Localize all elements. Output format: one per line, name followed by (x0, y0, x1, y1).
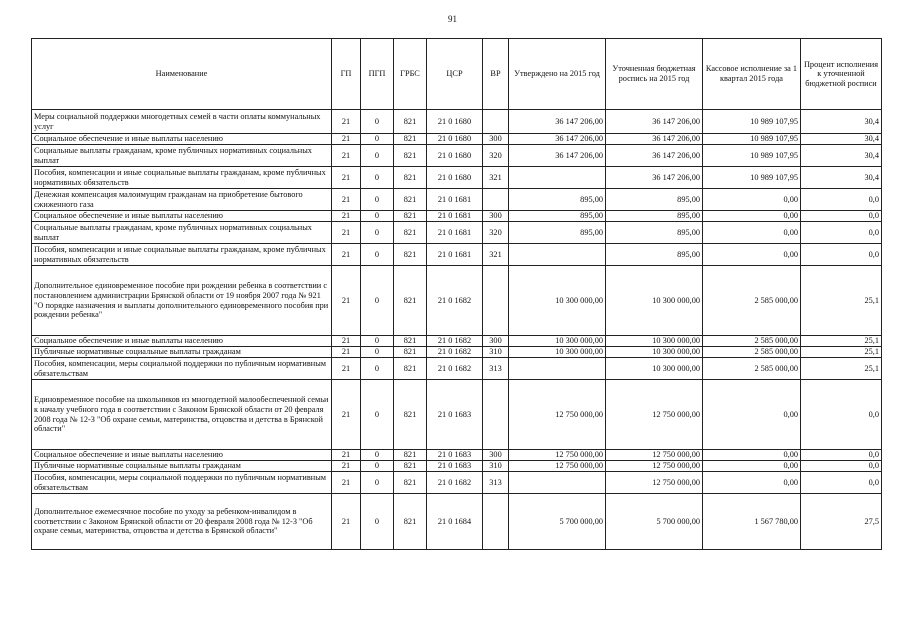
cell-vr: 320 (483, 145, 509, 167)
cell-gp: 21 (332, 145, 361, 167)
cell-cash: 10 989 107,95 (703, 110, 801, 134)
table-row (32, 145, 882, 167)
table-row (32, 134, 882, 145)
cell-updated: 10 300 000,00 (606, 336, 703, 347)
cell-vr (483, 110, 509, 134)
cell-approved: 895,00 (509, 222, 606, 244)
cell-cash: 2 585 000,00 (703, 266, 801, 336)
cell-gp: 21 (332, 110, 361, 134)
cell-csr: 21 0 1682 (427, 472, 483, 494)
cell-grbs: 821 (394, 347, 427, 358)
cell-pgp: 0 (361, 472, 394, 494)
cell-vr: 300 (483, 211, 509, 222)
cell-name: Денежная компенсация малоимущим гражданам на приобретение бытового сжиженного газа (32, 189, 332, 211)
cell-approved: 895,00 (509, 211, 606, 222)
cell-gp: 21 (332, 472, 361, 494)
cell-updated: 5 700 000,00 (606, 494, 703, 550)
cell-cash: 0,00 (703, 461, 801, 472)
cell-cash: 2 585 000,00 (703, 336, 801, 347)
cell-percent: 27,5 (801, 494, 882, 550)
cell-pgp: 0 (361, 211, 394, 222)
cell-name: Социальное обеспечение и иные выплаты населению (32, 134, 332, 145)
cell-cash: 0,00 (703, 189, 801, 211)
cell-grbs: 821 (394, 450, 427, 461)
cell-approved: 5 700 000,00 (509, 494, 606, 550)
cell-grbs: 821 (394, 167, 427, 189)
cell-percent: 25,1 (801, 358, 882, 380)
header-csr: ЦСР (427, 39, 483, 110)
cell-csr: 21 0 1680 (427, 145, 483, 167)
cell-gp: 21 (332, 244, 361, 266)
cell-csr: 21 0 1682 (427, 347, 483, 358)
cell-vr: 313 (483, 358, 509, 380)
cell-csr: 21 0 1682 (427, 358, 483, 380)
header-approved: Утверждено на 2015 год (509, 39, 606, 110)
budget-table (31, 38, 882, 550)
cell-name: Пособия, компенсации, меры социальной поддержки по публичным нормативным обязательствам (32, 358, 332, 380)
cell-cash: 0,00 (703, 472, 801, 494)
cell-approved: 895,00 (509, 189, 606, 211)
cell-grbs: 821 (394, 145, 427, 167)
cell-approved: 12 750 000,00 (509, 380, 606, 450)
cell-name: Публичные нормативные социальные выплаты гражданам (32, 347, 332, 358)
cell-gp: 21 (332, 336, 361, 347)
cell-name: Социальные выплаты гражданам, кроме публичных нормативных социальных выплат (32, 222, 332, 244)
header-cash: Кассовое исполнение за 1 квартал 2015 года (703, 39, 801, 110)
cell-vr: 310 (483, 347, 509, 358)
cell-cash: 0,00 (703, 222, 801, 244)
header-updated: Уточненная бюджетная роспись на 2015 год (606, 39, 703, 110)
cell-cash: 0,00 (703, 450, 801, 461)
cell-csr: 21 0 1683 (427, 461, 483, 472)
cell-percent: 0,0 (801, 244, 882, 266)
cell-updated: 895,00 (606, 222, 703, 244)
cell-updated: 36 147 206,00 (606, 167, 703, 189)
cell-name: Пособия, компенсации, меры социальной поддержки по публичным нормативным обязательствам (32, 472, 332, 494)
cell-gp: 21 (332, 134, 361, 145)
cell-cash: 0,00 (703, 211, 801, 222)
cell-grbs: 821 (394, 244, 427, 266)
cell-updated: 895,00 (606, 244, 703, 266)
cell-percent: 0,0 (801, 450, 882, 461)
table-row (32, 380, 882, 450)
table-row (32, 189, 882, 211)
cell-vr: 321 (483, 167, 509, 189)
cell-gp: 21 (332, 222, 361, 244)
cell-percent: 30,4 (801, 110, 882, 134)
cell-name: Дополнительное единовременное пособие при рождении ребенка в соответствии с постановлением администрации Брянской области от 19 ноября 2007 года № 921 "О порядке назначения и выплаты дополнительного единовременного пособия при рождении ребенка" (32, 266, 332, 336)
cell-vr: 300 (483, 134, 509, 145)
cell-pgp: 0 (361, 134, 394, 145)
cell-updated: 895,00 (606, 189, 703, 211)
cell-pgp: 0 (361, 110, 394, 134)
cell-name: Меры социальной поддержки многодетных семей в части оплаты коммунальных услуг (32, 110, 332, 134)
table-row (32, 167, 882, 189)
cell-name: Единовременное пособие на школьников из многодетной малообеспеченной семьи к началу учебного года в соответствии с Законом Брянской области от 20 февраля 2008 года № 12-З "Об охране семьи, материнства, отцовства и детства в Брянской области" (32, 380, 332, 450)
cell-vr: 321 (483, 244, 509, 266)
cell-percent: 25,1 (801, 266, 882, 336)
header-pgp: ПГП (361, 39, 394, 110)
cell-grbs: 821 (394, 266, 427, 336)
cell-name: Социальное обеспечение и иные выплаты населению (32, 450, 332, 461)
cell-approved (509, 167, 606, 189)
table-row (32, 244, 882, 266)
cell-approved: 12 750 000,00 (509, 461, 606, 472)
cell-updated: 36 147 206,00 (606, 134, 703, 145)
cell-vr (483, 189, 509, 211)
cell-vr (483, 380, 509, 450)
table-row (32, 336, 882, 347)
cell-approved: 10 300 000,00 (509, 347, 606, 358)
cell-vr: 300 (483, 450, 509, 461)
cell-grbs: 821 (394, 494, 427, 550)
cell-gp: 21 (332, 358, 361, 380)
cell-vr: 310 (483, 461, 509, 472)
cell-grbs: 821 (394, 211, 427, 222)
cell-gp: 21 (332, 494, 361, 550)
cell-cash: 10 989 107,95 (703, 134, 801, 145)
cell-name: Социальное обеспечение и иные выплаты населению (32, 336, 332, 347)
cell-approved: 10 300 000,00 (509, 266, 606, 336)
cell-name: Пособия, компенсации и иные социальные выплаты гражданам, кроме публичных нормативных обязательств (32, 244, 332, 266)
cell-gp: 21 (332, 461, 361, 472)
table-row (32, 347, 882, 358)
cell-approved: 36 147 206,00 (509, 134, 606, 145)
cell-cash: 1 567 780,00 (703, 494, 801, 550)
cell-cash: 0,00 (703, 380, 801, 450)
cell-percent: 30,4 (801, 134, 882, 145)
cell-grbs: 821 (394, 461, 427, 472)
cell-updated: 36 147 206,00 (606, 110, 703, 134)
cell-percent: 0,0 (801, 189, 882, 211)
cell-pgp: 0 (361, 336, 394, 347)
cell-vr: 300 (483, 336, 509, 347)
header-gp: ГП (332, 39, 361, 110)
cell-approved: 12 750 000,00 (509, 450, 606, 461)
header-vr: ВР (483, 39, 509, 110)
cell-percent: 0,0 (801, 472, 882, 494)
cell-name: Социальные выплаты гражданам, кроме публичных нормативных социальных выплат (32, 145, 332, 167)
cell-vr: 320 (483, 222, 509, 244)
cell-csr: 21 0 1680 (427, 110, 483, 134)
cell-updated: 12 750 000,00 (606, 472, 703, 494)
cell-approved: 10 300 000,00 (509, 336, 606, 347)
cell-cash: 10 989 107,95 (703, 145, 801, 167)
cell-pgp: 0 (361, 494, 394, 550)
page-number: 91 (448, 14, 457, 24)
cell-approved: 36 147 206,00 (509, 110, 606, 134)
cell-grbs: 821 (394, 336, 427, 347)
cell-updated: 36 147 206,00 (606, 145, 703, 167)
cell-name: Дополнительное ежемесячное пособие по уходу за ребенком-инвалидом в соответствии с Законом Брянской области от 20 февраля 2008 года № 12-З "Об охране семьи, материнства, отцовства и детства в Брянской области" (32, 494, 332, 550)
cell-percent: 25,1 (801, 347, 882, 358)
cell-grbs: 821 (394, 134, 427, 145)
cell-pgp: 0 (361, 461, 394, 472)
cell-grbs: 821 (394, 472, 427, 494)
table-row (32, 266, 882, 336)
cell-updated: 10 300 000,00 (606, 266, 703, 336)
table-body (32, 110, 882, 550)
cell-percent: 30,4 (801, 167, 882, 189)
cell-gp: 21 (332, 380, 361, 450)
cell-updated: 10 300 000,00 (606, 358, 703, 380)
cell-pgp: 0 (361, 358, 394, 380)
cell-csr: 21 0 1684 (427, 494, 483, 550)
cell-gp: 21 (332, 211, 361, 222)
cell-csr: 21 0 1683 (427, 380, 483, 450)
cell-gp: 21 (332, 167, 361, 189)
table-row (32, 110, 882, 134)
cell-cash: 0,00 (703, 244, 801, 266)
cell-percent: 0,0 (801, 461, 882, 472)
cell-csr: 21 0 1680 (427, 167, 483, 189)
cell-approved: 36 147 206,00 (509, 145, 606, 167)
cell-gp: 21 (332, 347, 361, 358)
cell-percent: 0,0 (801, 211, 882, 222)
cell-pgp: 0 (361, 145, 394, 167)
cell-vr (483, 266, 509, 336)
cell-approved (509, 244, 606, 266)
cell-approved (509, 358, 606, 380)
cell-pgp: 0 (361, 222, 394, 244)
cell-name: Пособия, компенсации и иные социальные выплаты гражданам, кроме публичных нормативных обязательств (32, 167, 332, 189)
cell-cash: 10 989 107,95 (703, 167, 801, 189)
cell-gp: 21 (332, 266, 361, 336)
cell-updated: 10 300 000,00 (606, 347, 703, 358)
table-row (32, 461, 882, 472)
cell-csr: 21 0 1682 (427, 266, 483, 336)
table-row (32, 450, 882, 461)
cell-grbs: 821 (394, 358, 427, 380)
cell-gp: 21 (332, 189, 361, 211)
cell-approved (509, 472, 606, 494)
header-name: Наименование (32, 39, 332, 110)
table-row (32, 358, 882, 380)
cell-pgp: 0 (361, 189, 394, 211)
cell-pgp: 0 (361, 266, 394, 336)
table-row (32, 211, 882, 222)
cell-percent: 0,0 (801, 380, 882, 450)
cell-cash: 2 585 000,00 (703, 358, 801, 380)
cell-csr: 21 0 1681 (427, 222, 483, 244)
cell-vr (483, 494, 509, 550)
cell-name: Социальное обеспечение и иные выплаты населению (32, 211, 332, 222)
cell-vr: 313 (483, 472, 509, 494)
cell-updated: 12 750 000,00 (606, 461, 703, 472)
cell-gp: 21 (332, 450, 361, 461)
cell-csr: 21 0 1680 (427, 134, 483, 145)
cell-grbs: 821 (394, 380, 427, 450)
cell-csr: 21 0 1681 (427, 244, 483, 266)
cell-pgp: 0 (361, 244, 394, 266)
cell-percent: 30,4 (801, 145, 882, 167)
cell-grbs: 821 (394, 222, 427, 244)
header-grbs: ГРБС (394, 39, 427, 110)
cell-updated: 12 750 000,00 (606, 450, 703, 461)
cell-csr: 21 0 1681 (427, 211, 483, 222)
cell-grbs: 821 (394, 110, 427, 134)
cell-grbs: 821 (394, 189, 427, 211)
cell-pgp: 0 (361, 380, 394, 450)
cell-csr: 21 0 1682 (427, 336, 483, 347)
table-row (32, 494, 882, 550)
table-header-row (32, 39, 882, 110)
cell-updated: 895,00 (606, 211, 703, 222)
cell-csr: 21 0 1681 (427, 189, 483, 211)
cell-name: Публичные нормативные социальные выплаты гражданам (32, 461, 332, 472)
cell-percent: 0,0 (801, 222, 882, 244)
header-percent: Процент исполнения к уточненной бюджетной росписи (801, 39, 882, 110)
cell-pgp: 0 (361, 167, 394, 189)
cell-pgp: 0 (361, 450, 394, 461)
cell-csr: 21 0 1683 (427, 450, 483, 461)
table-row (32, 472, 882, 494)
cell-pgp: 0 (361, 347, 394, 358)
table-row (32, 222, 882, 244)
cell-cash: 2 585 000,00 (703, 347, 801, 358)
cell-percent: 25,1 (801, 336, 882, 347)
cell-updated: 12 750 000,00 (606, 380, 703, 450)
